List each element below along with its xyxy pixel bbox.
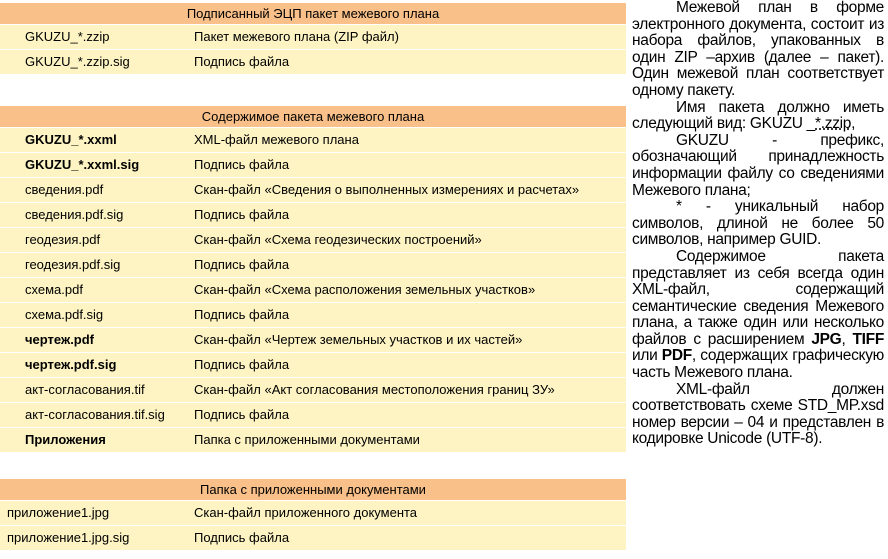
file-description: Подпись файла — [194, 530, 290, 545]
file-description: Подпись файла — [194, 307, 290, 322]
file-name: GKUZU_*.xxml — [25, 132, 117, 147]
ext-pdf: PDF — [661, 347, 692, 365]
file-description: Скан-файл «Схема геодезических построений» — [194, 232, 482, 247]
file-name: приложение1.jpg — [7, 505, 110, 520]
contents-text: Содержимое пакета представляет из себя всегда один XML-файл, содержащий семантические сведения Межевого плана, а также один или несколько файлов с расширением — [632, 247, 884, 348]
ext-jpg: JPG — [811, 330, 842, 348]
table-row — [0, 228, 626, 253]
file-description: Подпись файла — [194, 157, 290, 172]
table-row — [0, 278, 626, 303]
contents-end: , содержащих графическую часть Межевого плана. — [632, 347, 884, 382]
signed-package-table — [0, 2, 626, 75]
package-contents-table — [0, 105, 626, 453]
package-name-ext: *.zzip — [815, 115, 852, 133]
table-row — [0, 50, 626, 75]
contents-or: или — [632, 347, 662, 365]
file-description: Папка с приложенными документами — [194, 432, 420, 447]
file-description: Скан-файл «Сведения о выполненных измерениях и расчетах» — [194, 182, 580, 197]
signed-package-header: Подписанный ЭЦП пакет межевого плана — [0, 2, 626, 25]
table-row — [0, 353, 626, 378]
file-description: Подпись файла — [194, 257, 290, 272]
file-description: Скан-файл приложенного документа — [194, 505, 418, 520]
table-row — [0, 153, 626, 178]
paragraph-xml-schema: XML-файл должен соответствовать схеме STD_MP.xsd номер версии – 04 и представлен в кодировке Unicode (UTF-8). — [632, 380, 884, 448]
table-row — [0, 203, 626, 228]
table-row — [0, 303, 626, 328]
package-contents-header: Содержимое пакета межевого плана — [0, 105, 626, 128]
table-row — [0, 403, 626, 428]
contents-sep: , — [841, 330, 853, 348]
file-name: чертеж.pdf — [25, 332, 95, 347]
file-description: Подпись файла — [194, 54, 290, 69]
file-name: GKUZU_*.zzip — [25, 29, 110, 44]
file-description: Подпись файла — [194, 357, 290, 372]
file-name: схема.pdf — [25, 282, 83, 297]
package-name-text: Имя пакета должно иметь следующий вид: GKUZU _ — [632, 98, 884, 133]
table-row — [0, 25, 626, 50]
file-description: Скан-файл «Акт согласования местоположения границ ЗУ» — [194, 382, 555, 397]
file-name: схема.pdf.sig — [25, 307, 104, 322]
file-description: Пакет межевого плана (ZIP файл) — [194, 29, 399, 44]
paragraph-prefix: GKUZU - префикс, обозначающий принадлежность информации файлу со сведениями Межевого плана; — [632, 131, 884, 199]
table-row — [0, 428, 626, 453]
file-description: XML-файл межевого плана — [194, 132, 359, 147]
file-name: акт-согласования.tif — [25, 382, 145, 397]
file-name: Приложения — [25, 432, 106, 447]
table-row — [0, 501, 626, 526]
file-description: Скан-файл «Схема расположения земельных участков» — [194, 282, 536, 297]
attachments-folder-table — [0, 478, 626, 551]
paragraph-package-name — [632, 100, 884, 133]
table-row — [0, 128, 626, 153]
file-name: чертеж.pdf.sig — [25, 357, 117, 372]
table-row — [0, 378, 626, 403]
attachments-folder-header: Папка с приложенными документами — [0, 478, 626, 501]
paragraph-package-definition: Межевой план в форме электронного документа, состоит из набора файлов, упакованных в один ZIP –архив (далее – пакет). Один межевой план соответствует одному пакету. — [632, 0, 884, 99]
table-row — [0, 328, 626, 353]
file-name: GKUZU_*.zzip.sig — [25, 54, 130, 69]
file-name: акт-согласования.tif.sig — [25, 407, 165, 422]
file-name: сведения.pdf.sig — [25, 207, 124, 222]
table-row — [0, 526, 626, 551]
paragraph-unique-set: * - уникальный набор символов, длиной не более 50 символов, например GUID. — [632, 198, 884, 249]
ext-tiff: TIFF — [852, 330, 884, 348]
file-description: Подпись файла — [194, 207, 290, 222]
file-name: сведения.pdf — [25, 182, 104, 197]
file-description: Скан-файл «Чертеж земельных участков и их частей» — [194, 332, 523, 347]
file-name: геодезия.pdf — [25, 232, 101, 247]
table-row — [0, 178, 626, 203]
file-name: GKUZU_*.xxml.sig — [25, 157, 140, 172]
file-name: приложение1.jpg.sig — [7, 530, 130, 545]
table-row — [0, 253, 626, 278]
package-name-comma: , — [851, 115, 856, 133]
file-description: Подпись файла — [194, 407, 290, 422]
file-name: геодезия.pdf.sig — [25, 257, 121, 272]
paragraph-contents — [632, 249, 884, 382]
description-text — [632, 0, 884, 448]
